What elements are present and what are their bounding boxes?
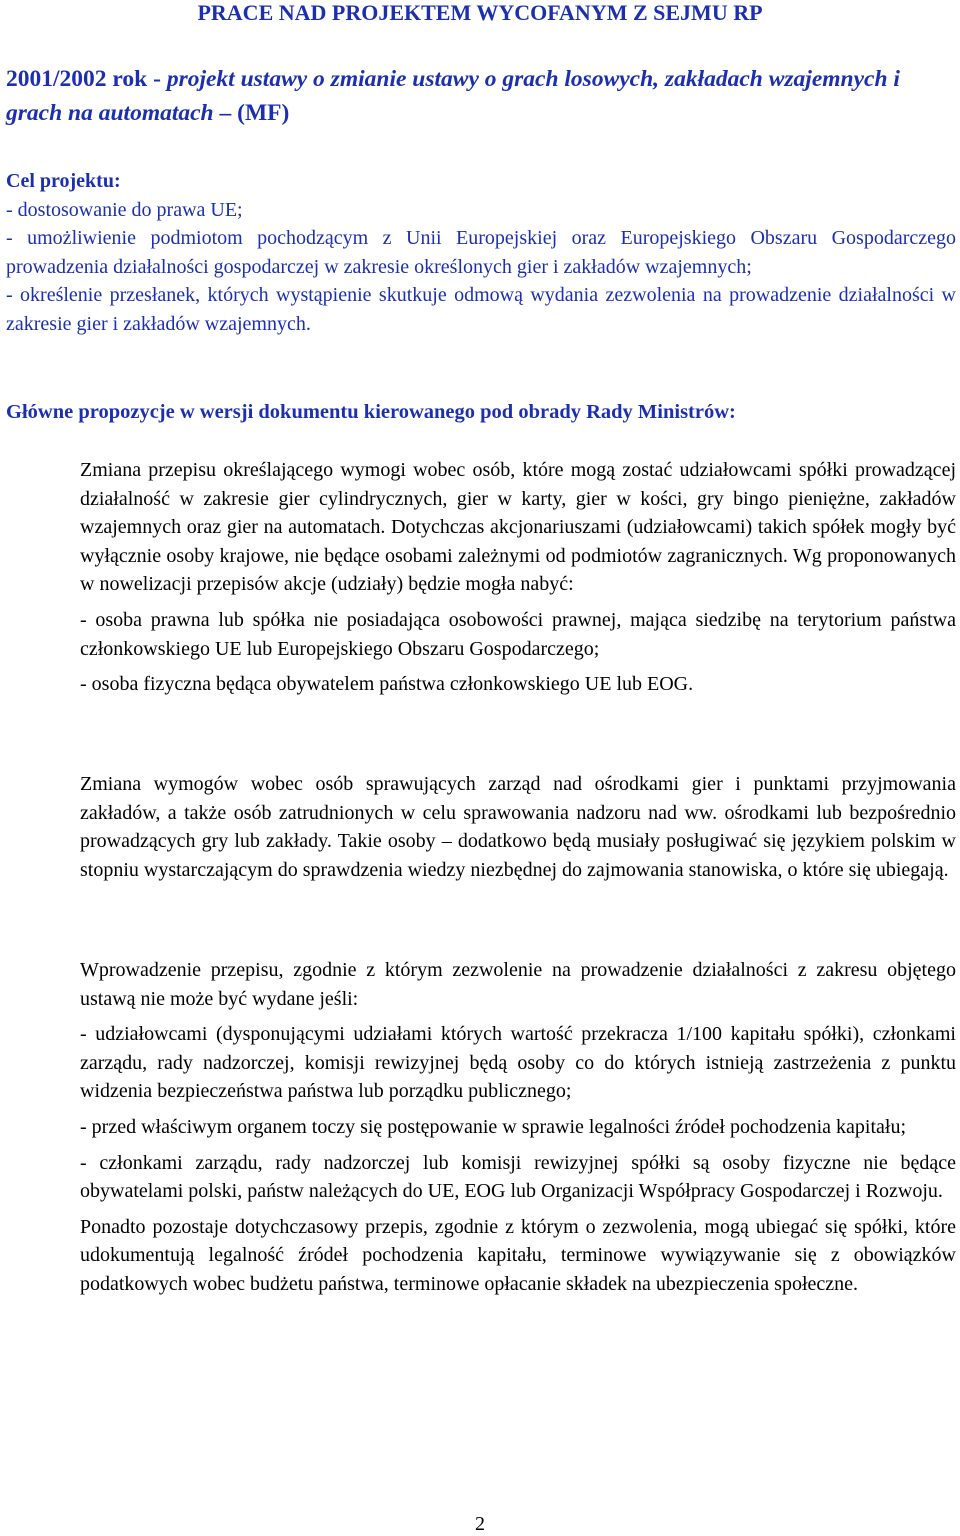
management-paragraph: Zmiana wymogów wobec osób sprawujących zarząd nad ośrodkami gier i punktami przyjmowania zakładów, a także osób zatrudnionych w celu sprawowania nadzoru nad ww. ośrodkami lub bezpośrednio prowadzących gry lub zakłady. Takie osoby – dodatkowo będą musiały posługiwać się językiem polskim w stopniu wystarczającym do sprawdzenia wiedzy niezbędnej do zajmowania stanowiska, o które się ubiegają. xyxy=(80,773,956,881)
project-name: projekt ustawy o zmianie ustawy o grach losowych, zakładach wzajemnych i grach na automatach xyxy=(6,66,900,126)
management-section xyxy=(80,770,956,884)
permit-intro: Wprowadzenie przepisu, zgodnie z którym zezwolenie na prowadzenie działalności z zakresu objętego ustawą nie może być wydane jeśli: xyxy=(80,959,956,1010)
shareholders-section xyxy=(80,456,956,699)
permit-section xyxy=(80,956,956,1299)
page-number: 2 xyxy=(475,1513,485,1535)
permit-item-security: - udziałowcami (dysponującymi udziałami których wartość przekracza 1/100 kapitału spółki), członkami zarządu, rady nadzorczej, komisji rewizyjnej będą osoby co do których istnieją zastrzeżenia z punktu widzenia bezpieczeństwa państwa lub porządku publicznego; xyxy=(80,1023,956,1103)
project-title xyxy=(6,62,956,130)
shareholders-item-natural-person: - osoba fizyczna będąca obywatelem państwa członkowskiego UE lub EOG. xyxy=(80,673,694,696)
goal-item-1: - dostosowanie do prawa UE; xyxy=(6,198,243,221)
permit-closing-paragraph: Ponadto pozostaje dotychczasowy przepis, zgodnie z którym o zezwolenia, mogą ubiegać się spółki, które udokumentują legalność źródeł pochodzenia kapitału, terminowe wywiązywanie się z obowiązków podatkowych wobec budżetu państwa, terminowe opłacanie składek na ubezpieczenia społeczne. xyxy=(80,1215,956,1295)
permit-item-proceedings: - przed właściwym organem toczy się postępowanie w sprawie legalności źródeł pochodzenia kapitału; xyxy=(80,1115,907,1138)
goal-item-2: - umożliwienie podmiotom pochodzącym z Unii Europejskiej oraz Europejskiego Obszaru Gospodarczego prowadzenia działalności gospodarczej w zakresie określonych gier i zakładów wzajemnych; xyxy=(6,227,956,278)
permit-item-citizenship: - członkami zarządu, rady nadzorczej lub komisji rewizyjnej spółki są osoby fizyczne nie będące obywatelami polski, państw należących do UE, EOG lub Organizacji Współpracy Gospodarczej i Rozwoju. xyxy=(80,1151,956,1203)
project-ministry: – (MF) xyxy=(213,100,290,126)
page-banner: PRACE NAD PROJEKTEM WYCOFANYM Z SEJMU RP xyxy=(197,0,763,25)
goals-heading: Cel projektu: xyxy=(6,170,121,192)
project-year: 2001/2002 rok - xyxy=(6,66,167,92)
shareholders-item-legal-person: - osoba prawna lub spółka nie posiadająca osobowości prawnej, mająca siedzibę na terytorium państwa członkowskiego UE lub Europejskiego Obszaru Gospodarczego; xyxy=(80,608,956,660)
proposals-heading: Główne propozycje w wersji dokumentu kierowanego pod obrady Rady Ministrów: xyxy=(6,401,736,423)
shareholders-paragraph: Zmiana przepisu określającego wymogi wobec osób, które mogą zostać udziałowcami spółki prowadzącej działalność w zakresie gier cylindrycznych, gier w karty, gier w kości, gry bingo pieniężne, zakładów wzajemnych oraz gier na automatach. Dotychczas akcjonariuszami (udziałowcami) takich spółek mogły być wyłącznie osoby krajowe, nie będące osobami zależnymi od podmiotów zagranicznych. Wg proponowanych w nowelizacji przepisów akcje (udziały) będzie mogła nabyć: xyxy=(80,459,956,596)
goals-section xyxy=(6,167,956,339)
goal-item-3: - określenie przesłanek, których wystąpienie skutkuje odmową wydania zezwolenia na prowadzenie działalności w zakresie gier i zakładów wzajemnych. xyxy=(6,284,956,335)
